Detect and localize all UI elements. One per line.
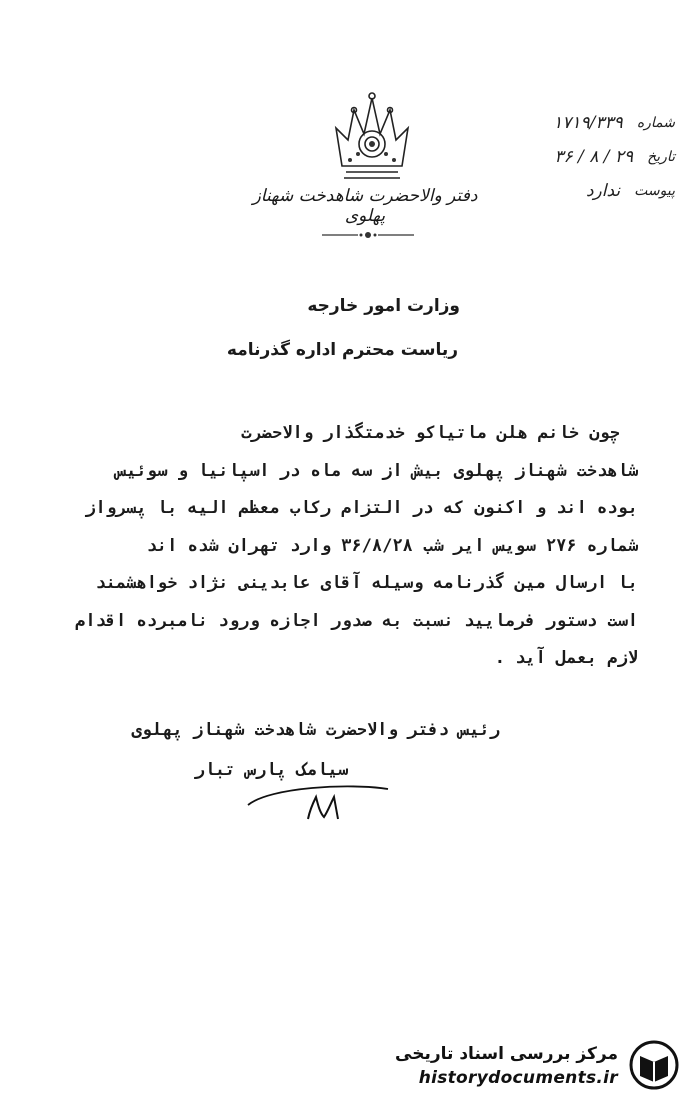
- body-line: شماره ۲۷۶ سویس ایر شب ۳۶/۸/۲۸ وارد تهران شده اند: [146, 535, 638, 556]
- letter-body: [75, 415, 638, 678]
- office-name: دفتر والاحضرت شاهدخت شهناز پهلوی: [252, 186, 478, 226]
- body-line: با ارسال مین گذرنامه وسیله آقای عابدینی نژاد خواهشمند: [95, 573, 638, 593]
- attachment-label: پیوست: [634, 183, 675, 199]
- date-label: تاریخ: [647, 149, 675, 165]
- body-line: است دستور فرمایید نسبت به صدور اجازه ورود نامبرده اقدام: [75, 610, 638, 631]
- royal-crown-icon: [328, 88, 416, 180]
- number-value: ۱۷۱۹/۳۳۹: [553, 113, 623, 133]
- body-line: لازم بعمل آید .: [494, 648, 638, 668]
- handwritten-signature: [240, 775, 400, 830]
- recipient-department: ریاست محترم اداره گذرنامه: [226, 340, 458, 360]
- ornament-divider: [318, 228, 418, 242]
- attachment-row: [505, 174, 675, 208]
- body-line: چون خانم هلن ماتیاکو خدمتگذار والاحضرت: [241, 423, 620, 443]
- recipient-ministry: وزارت امور خارجه: [307, 296, 460, 316]
- body-line: شاهدخت شهناز پهلوی بیش از سه ماه در اسپانیا و سوئیس: [116, 460, 638, 481]
- number-row: [505, 106, 675, 140]
- footer-archive-title: مرکز بررسی اسناد تاریخی: [395, 1044, 618, 1064]
- signatory-title: رئیس دفتر والاحضرت شاهدخت شهناز پهلوی: [131, 720, 500, 740]
- date-row: [505, 140, 675, 174]
- number-label: شماره: [636, 115, 675, 131]
- letter-metadata: [505, 106, 675, 208]
- body-line: بوده اند و اکنون که در التزام رکاب معظم الیه با پسرواز: [85, 498, 638, 518]
- signatory-name: سیامک پارس تبار: [194, 760, 348, 780]
- date-value: ۲۹ / ۸ / ۳۶: [554, 147, 634, 167]
- book-logo-icon: [626, 1040, 682, 1090]
- footer-archive-url[interactable]: historydocuments.ir: [418, 1068, 618, 1088]
- attachment-value: ندارد: [585, 181, 621, 201]
